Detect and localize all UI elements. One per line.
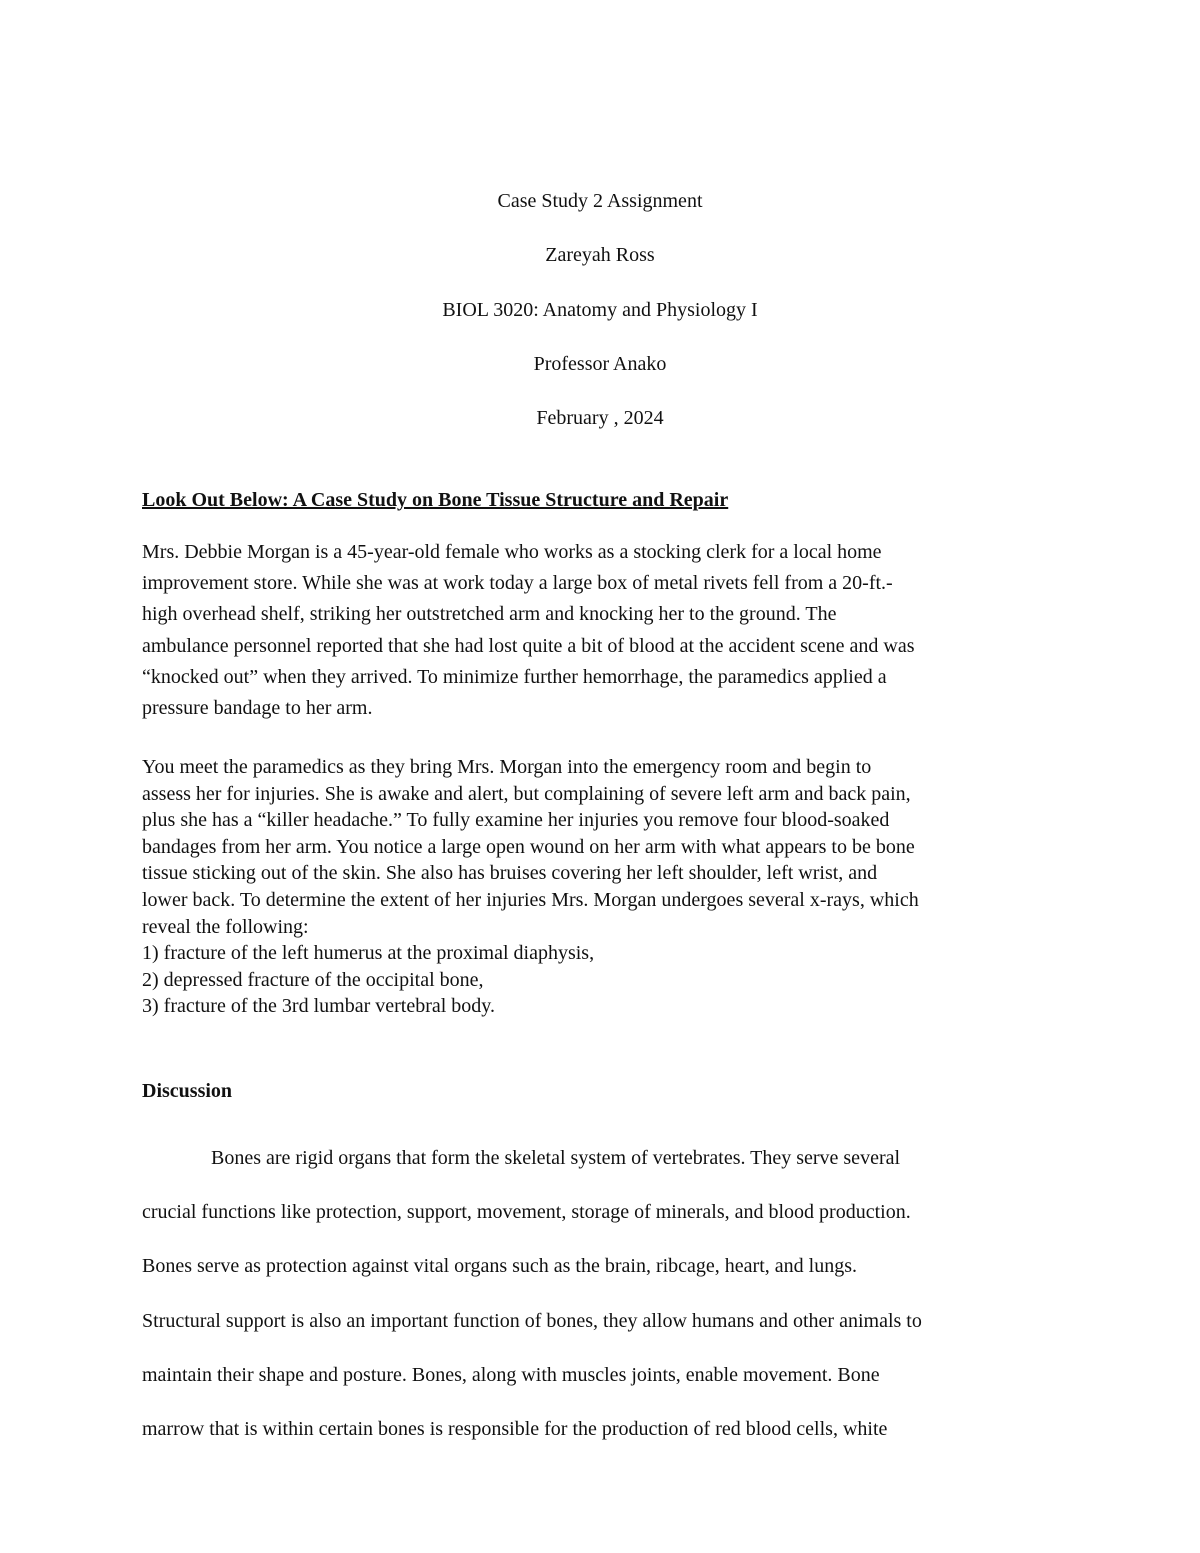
case-paragraph-1 xyxy=(142,537,1072,724)
case-paragraph-2 xyxy=(142,754,1082,1020)
text-line: tissue sticking out of the skin. She also has bruises covering her left shoulder, left wrist, and xyxy=(142,862,878,885)
text-line: Bones are rigid organs that form the skeletal system of vertebrates. They serve several xyxy=(211,1147,901,1169)
list-item: 2) depressed fracture of the occipital bone, xyxy=(142,968,484,991)
list-item: 1) fracture of the left humerus at the proximal diaphysis, xyxy=(142,942,595,965)
text-line: crucial functions like protection, support, movement, storage of minerals, and blood production. xyxy=(142,1201,911,1224)
course-name: BIOL 3020: Anatomy and Physiology I xyxy=(442,298,758,321)
title-block xyxy=(0,186,1200,457)
text-line: marrow that is within certain bones is responsible for the production of red blood cells, white xyxy=(142,1418,888,1441)
text-line: You meet the paramedics as they bring Mrs. Morgan into the emergency room and begin to xyxy=(142,756,872,778)
text-line: pressure bandage to her arm. xyxy=(142,697,373,720)
text-line: Mrs. Debbie Morgan is a 45-year-old female who works as a stocking clerk for a local home xyxy=(142,541,882,563)
text-line: assess her for injuries. She is awake and alert, but complaining of severe left arm and back pain, xyxy=(142,782,911,805)
text-line: ambulance personnel reported that she had lost quite a bit of blood at the accident scene and was xyxy=(142,634,915,657)
document-title: Case Study 2 Assignment xyxy=(497,190,703,212)
text-line: reveal the following: xyxy=(142,915,309,938)
case-study-heading: Look Out Below: A Case Study on Bone Tissue Structure and Repair xyxy=(142,489,729,511)
text-line: high overhead shelf, striking her outstretched arm and knocking her to the ground. The xyxy=(142,603,837,626)
text-line: “knocked out” when they arrived. To minimize further hemorrhage, the paramedics applied a xyxy=(142,665,887,688)
text-line: maintain their shape and posture. Bones, along with muscles joints, enable movement. Bone xyxy=(142,1363,880,1386)
text-line: lower back. To determine the extent of her injuries Mrs. Morgan undergoes several x-rays, which xyxy=(142,888,919,911)
text-line: Structural support is also an important function of bones, they allow humans and other animals to xyxy=(142,1309,922,1332)
professor-name: Professor Anako xyxy=(533,352,667,375)
author-name: Zareyah Ross xyxy=(545,244,655,267)
list-item: 3) fracture of the 3rd lumbar vertebral body. xyxy=(142,995,495,1018)
discussion-paragraph xyxy=(142,1131,1072,1456)
document-date: February , 2024 xyxy=(536,407,664,430)
discussion-heading: Discussion xyxy=(142,1080,233,1102)
text-line: improvement store. While she was at work today a large box of metal rivets fell from a 20-ft.- xyxy=(142,572,893,595)
text-line: Bones serve as protection against vital organs such as the brain, ribcage, heart, and lungs. xyxy=(142,1255,857,1278)
text-line: bandages from her arm. You notice a large open wound on her arm with what appears to be bone xyxy=(142,835,915,858)
text-line: plus she has a “killer headache.” To fully examine her injuries you remove four blood-soaked xyxy=(142,809,890,832)
